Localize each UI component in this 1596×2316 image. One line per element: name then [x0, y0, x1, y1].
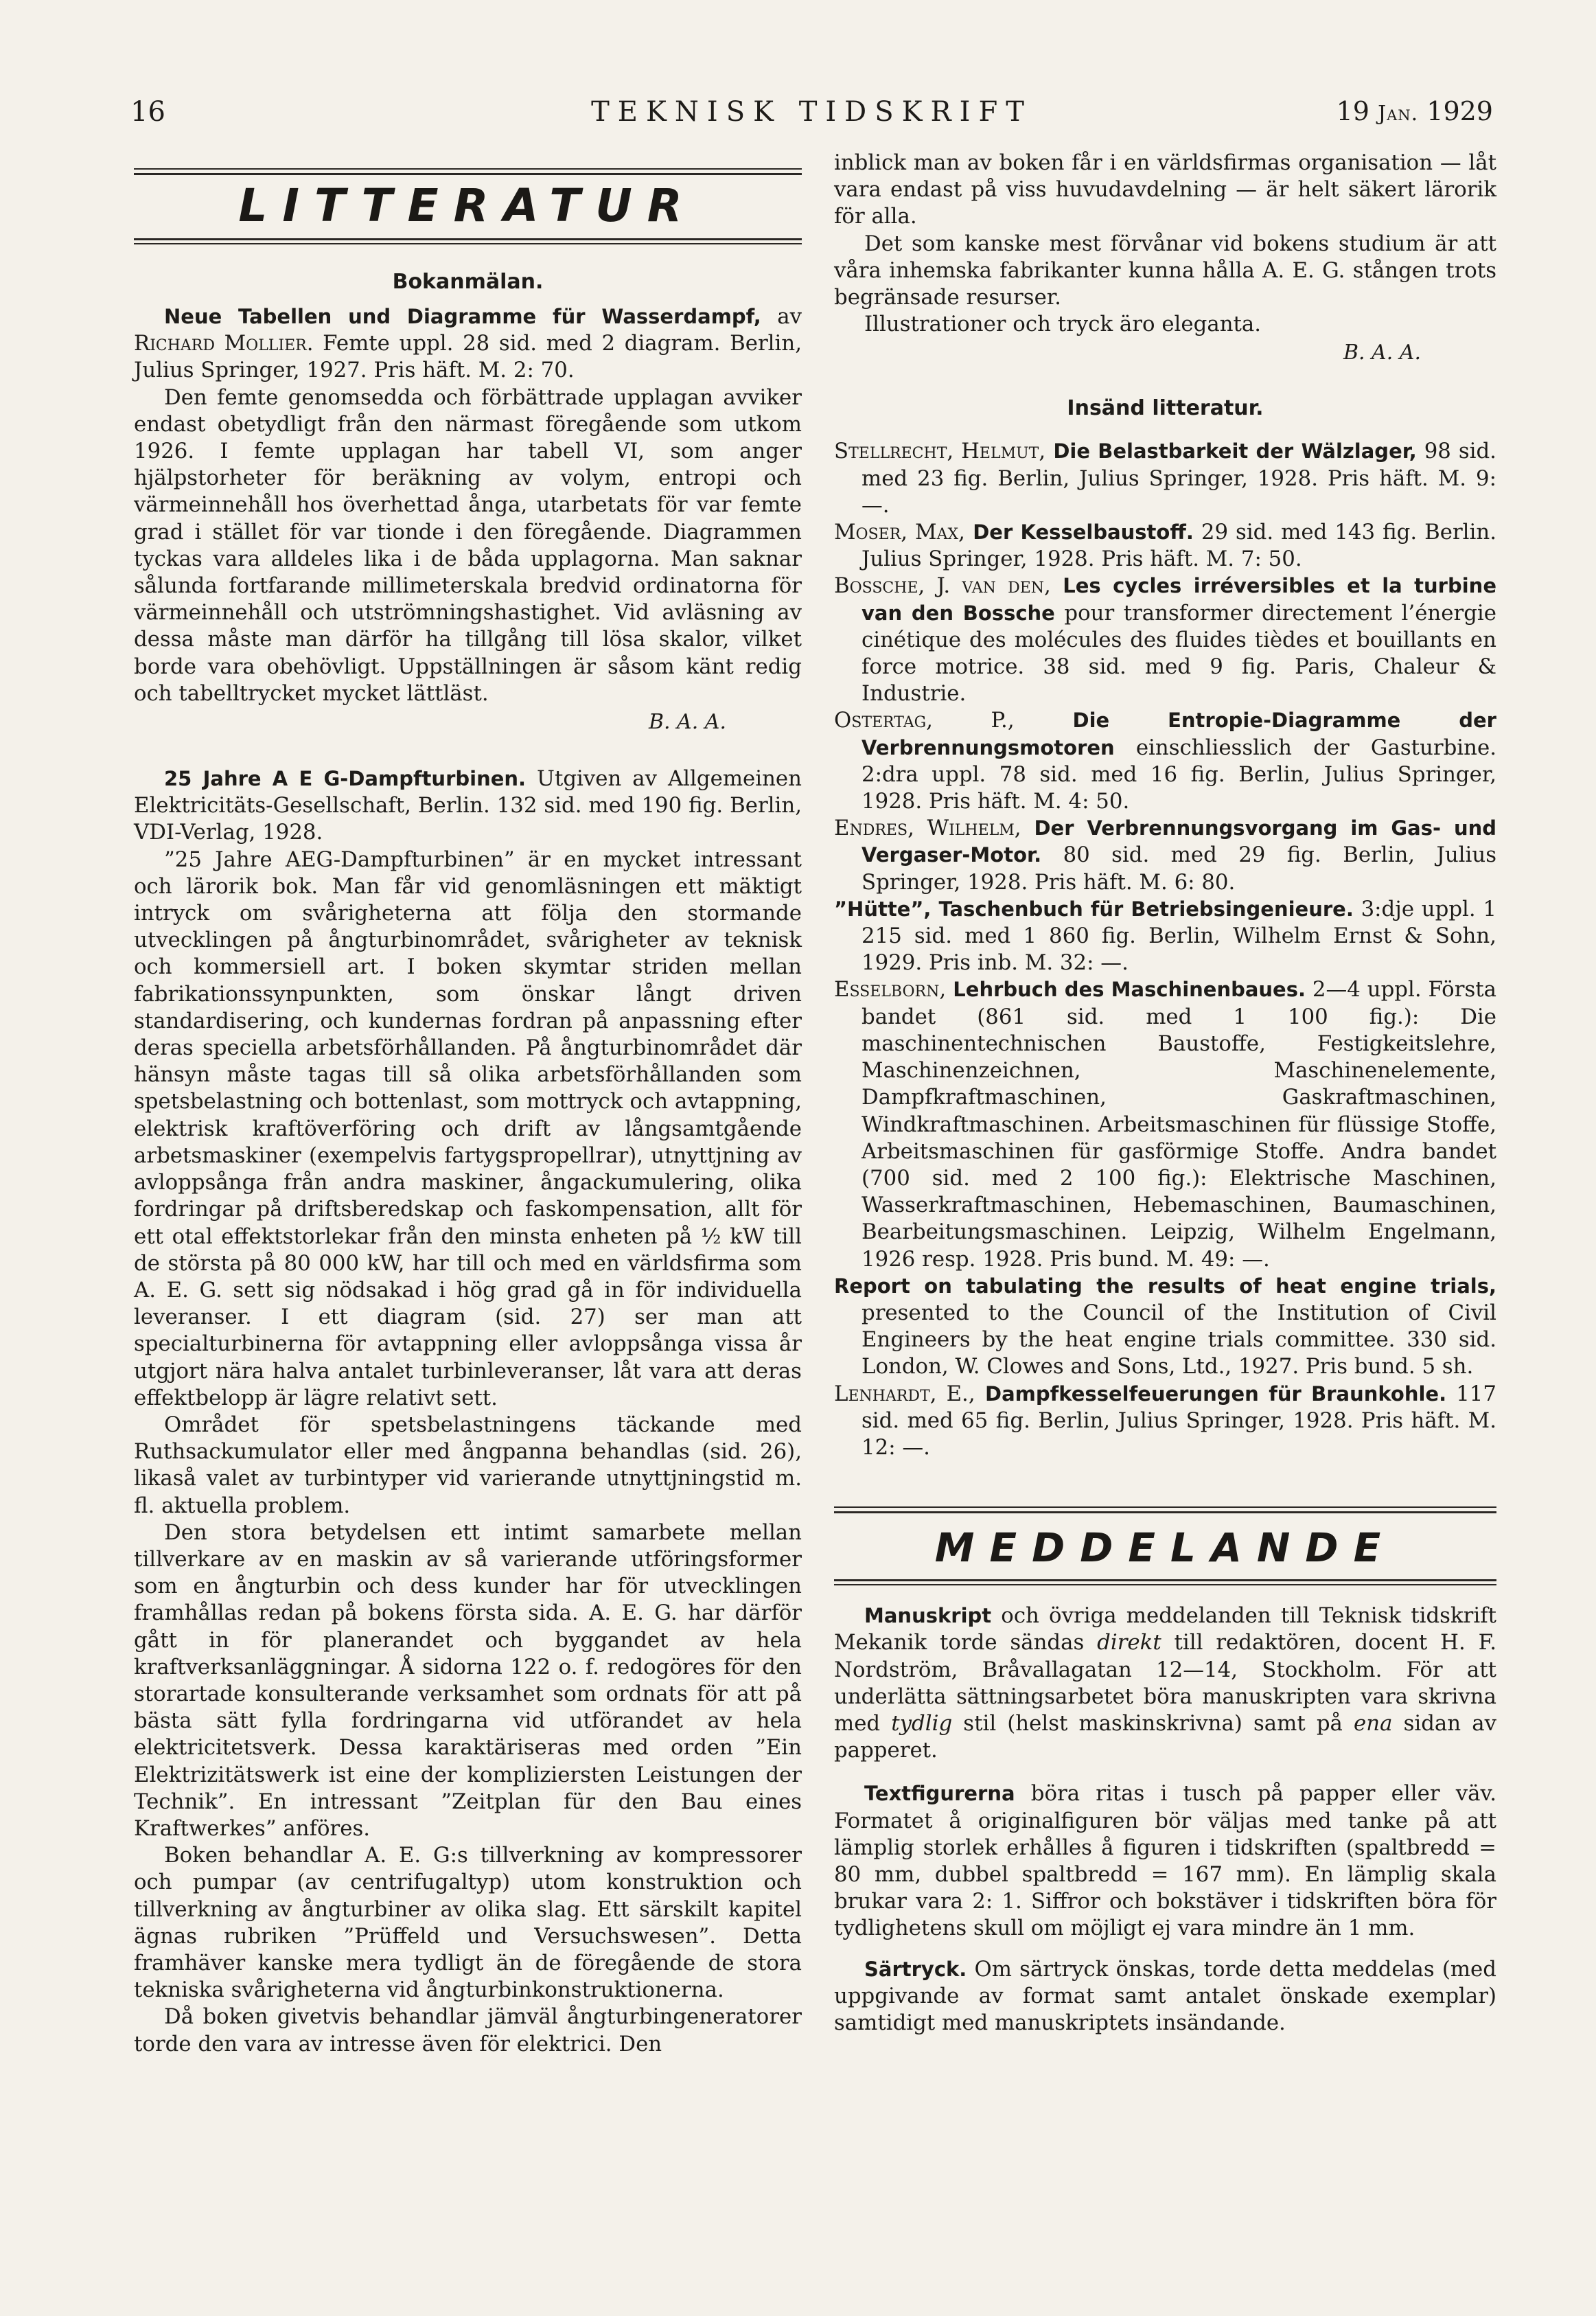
meddelande-textfigurerna: Textfigurerna böra ritas i tusch på papper eller väv. Formatet å originalfiguren bör väljas med tanke på att lämplig storlek erhålles å figuren i tidskriften (spaltbredd = 80 mm, dubbel spaltbredd = 167 mm). En lämplig skala brukar vara 2: 1. Siffror och bokstäver i tidskriften böra för tydlighetens skull om möjligt ej vara mindre än 1 mm.: [834, 1781, 1496, 1941]
banner-rule-top-1: [134, 168, 802, 170]
right-column: [834, 150, 1496, 2037]
insand-entry: Esselborn, Lehrbuch des Maschinenbaues. 2—4 uppl. Första bandet (861 sid. med 1 100 fig.): Die maschinentechnischen Baustoffe, Festigkeitslehre, Maschinenzeichnen, Maschinenelemente, Dampfkraftmaschinen, Gaskraftmaschinen, Windkraftmaschinen. Arbeitsmaschinen für flüssige Stoffe, Arbeitsmaschinen für gasförmige Stoffe. Andra bandet (700 sid. med 2 100 fig.): Elektrische Maschinen, Wasserkraftmaschinen, Hebemaschinen, Baumaschinen, Bearbeitungsmaschinen. Leipzig, Wilhelm Engelmann, 1926 resp. 1928. Pris bund. M. 49: —.: [834, 977, 1496, 1272]
insand-entry: Report on tabulating the results of heat engine trials, presented to the Council of the Institution of Civil Engineers by the heat engine trials committee. 330 sid. London, W. Clowes and Sons, Ltd., 1927. Pris bund. 5 sh.: [834, 1274, 1496, 1379]
review2-paragraph: Då boken givetvis behandlar jämväl ångturbingeneratorer torde den vara av intresse även för elektrici. Den: [134, 2004, 802, 2056]
insand-entry: ”Hütte”, Taschenbuch für Betriebsingenieure. 3:dje uppl. 1 215 sid. med 1 860 fig. Berlin, Wilhelm Ernst & Sohn, 1929. Pris inb. M. 32: —.: [834, 896, 1497, 976]
meddelande-sartryck: Särtryck. Om särtryck önskas, torde detta meddelas (med uppgivande av format samt antalet önskade exemplar) samtidigt med manuskriptets insändande.: [834, 1956, 1496, 2035]
review2-continuation: inblick man av boken får i en världsfirmas organisation — låt vara endast på viss huvudavdelning — är helt säkert lärorik för alla.: [834, 150, 1496, 229]
litteratur-title: LITTERATUR: [238, 179, 697, 232]
insand-entry: Bossche, J. van den, Les cycles irréversibles et la turbine van den Bossche pour transformer directement l’énergie cinétique des molécules des fluides tièdes et bouillants en force motrice. 38 sid. med 9 fig. Paris, Chaleur & Industrie.: [834, 573, 1496, 707]
banner-rule-top-2: [834, 1511, 1496, 1513]
insand-entry: Stellrecht, Helmut, Die Belastbarkeit der Wälzlager, 98 sid. med 23 fig. Berlin, Julius Springer, 1928. Pris häft. M. 9: —.: [834, 439, 1496, 518]
banner-rule-top-2: [134, 173, 802, 175]
insand-entry: Lenhardt, E., Dampfkesselfeuerungen für Braunkohle. 117 sid. med 65 fig. Berlin, Julius Springer, 1928. Pris häft. M. 12: —.: [834, 1381, 1496, 1460]
meddelande-manuskript: Manuskript och övriga meddelanden till Teknisk tidskrift Mekanik torde sändas direkt till redaktören, docent H. F. Nordström, Bråvallagatan 12—14, Stockholm. För att underlätta sättningsarbetet böra manuskripten vara skrivna med tydlig stil (helst maskinskrivna) samt på ena sidan av papperet.: [834, 1603, 1497, 1763]
bokanmalan-heading: Bokanmälan.: [392, 270, 544, 294]
journal-title: TEKNISK TIDSKRIFT: [591, 96, 1032, 128]
review1-citation: Neue Tabellen und Diagramme für Wasserdampf, av Richard Mollier. Femte uppl. 28 sid. med 2 diagram. Berlin, Julius Springer, 1927. Pris häft. M. 2: 70.: [134, 304, 802, 383]
banner-rule-top-1: [834, 1506, 1496, 1508]
review2-paragraph: ”25 Jahre AEG-Dampfturbinen” är en mycket intressant och lärorik bok. Man får vid genomläsningen ett mäktigt intryck om svårigheterna att följa den stormande utvecklingen på ångturbinområdet, svårigheter av teknisk och kommersiell art. I boken skymtar striden mellan fabrikationssynpunkten, som önskar långt driven standardisering, och kundernas fordran på anpassning efter deras speciella arbetsförhållanden. På ångturbinområdet där hänsyn måste tagas till så olika arbetsförhållanden som spetsbelastning och bottenlast, som mottryck och avtappning, elektrisk kraftöverföring och drift av långsamtgående arbetsmaskiner (exempelvis fartygspropellrar), utnyttjning av avloppsånga från andra maskiner, ångackumulering, olika fordringar på driftsberedskap och faskompensation, allt för ett otal effektstorlekar från den minsta enheten på ½ kW till de största på 80 000 kW, har till och med en världsfirma som A. E. G. sett sig nödsakad i hög grad gå in för individuella leveranser. I ett diagram (sid. 27) ser man att specialturbinerna för avtappning eller avloppsånga vissa år utgjort nära halva antalet turbinleveranser, låt vara att deras effektbelopp är lägre relativt sett.: [134, 847, 802, 1410]
left-column: [134, 148, 802, 2058]
meddelande-banner: [834, 1500, 1496, 1609]
meddelande-title: MEDDELANDE: [934, 1524, 1396, 1572]
review1-signature: B. A. A.: [648, 710, 726, 735]
litteratur-banner: [134, 148, 802, 257]
review1-body: Den femte genomsedda och förbättrade upplagan avviker endast obetydligt från den närmast föregående som utkom 1926. I femte upplagan har tabell VI, som anger hjälpstorheter för beräkning av volym, entropi och värmeinnehåll hos överhettad ånga, utarbetats för var femte grad i stället för var tionde i den föregående. Diagrammen tyckas vara alldeles lika i de båda upplagorna. Man saknar sålunda fortfarande millimeterskala bredvid ordinatorna för värmeinnehåll och utströmningshastighet. Vid avläsning av dessa måste man därför ha tillgång till lösa skalor, vilket borde vara obehövligt. Uppställningen är såsom känt redig och tabelltrycket mycket lättläst.: [134, 385, 802, 706]
insand-heading: Insänd litteratur.: [1067, 396, 1264, 421]
insand-entry: Endres, Wilhelm, Der Verbrennungsvorgang im Gas- und Vergaser-Motor. 80 sid. med 29 fig. Berlin, Julius Springer, 1928. Pris häft. M. 6: 80.: [834, 816, 1496, 895]
issue-date: 19 Jan. 1929: [1336, 96, 1493, 126]
banner-rule-bottom-2: [134, 243, 802, 244]
insand-entry: Ostertag, P., Die Entropie-Diagramme der Verbrennungsmotoren einschliesslich der Gasturbine. 2:dra uppl. 78 sid. med 16 fig. Berlin, Julius Springer, 1928. Pris häft. M. 4: 50.: [834, 708, 1496, 814]
review2-paragraph: Området för spetsbelastningens täckande med Ruthsackumulator eller med ångpanna behandlas (sid. 26), likaså valet av turbintyper vid varierande utnyttjningstid m. fl. aktuella problem.: [134, 1412, 802, 1518]
insand-entry: Moser, Max, Der Kesselbaustoff. 29 sid. med 143 fig. Berlin. Julius Springer, 1928. Pris häft. M. 7: 50.: [834, 520, 1497, 572]
review2-continuation: Illustrationer och tryck äro eleganta.: [864, 312, 1262, 337]
review2-citation: 25 Jahre A E G-Dampfturbinen. Utgiven av Allgemeinen Elektricitäts-Gesellschaft, Berlin. 132 sid. med 190 fig. Berlin, VDI-Verlag, 1928.: [134, 766, 802, 845]
review2-signature: B. A. A.: [1343, 341, 1421, 365]
review2-continuation: Det som kanske mest förvånar vid bokens studium är att våra inhemska fabrikanter kunna hålla A. E. G. stången trots begränsade resurser.: [834, 231, 1496, 310]
page-number: 16: [130, 96, 165, 128]
banner-rule-bottom-1: [834, 1579, 1496, 1581]
review2-paragraph: Boken behandlar A. E. G:s tillverkning av kompressorer och pumpar (av centrifugaltyp) utom konstruktion och tillverkning av ångturbiner av olika slag. Ett särskilt kapitel ägnas rubriken ”Prüffeld und Versuchswesen”. Detta framhäver kanske mera tydligt än de föregående de stora tekniska svårigheterna vid ångturbinkonstruktionerna.: [134, 1843, 802, 2003]
insand-list: [834, 438, 1496, 1461]
banner-rule-bottom-1: [134, 238, 802, 240]
review2-paragraph: Den stora betydelsen ett intimt samarbete mellan tillverkare av en maskin av så varierande utföringsformer som en ångturbin och dess kunder har för utvecklingen framhållas redan på bokens första sida. A. E. G. har därför gått in för planerandet och byggandet av hela kraftverksanläggningar. Å sidorna 122 o. f. redogöres för den storartade konsulterande verksamhet som ordnats för att på bästa sätt fylla fordringarna vid utförandet av hela elektricitetsverk. Dessa karaktäriseras med orden ”Ein Elektrizitätswerk ist eine der kompliziersten Leistungen der Technik”. En intressant ”Zeitplan für den Bau eines Kraftwerkes” anföres.: [134, 1520, 802, 1841]
banner-rule-bottom-2: [834, 1584, 1496, 1585]
running-header: [130, 96, 1493, 144]
